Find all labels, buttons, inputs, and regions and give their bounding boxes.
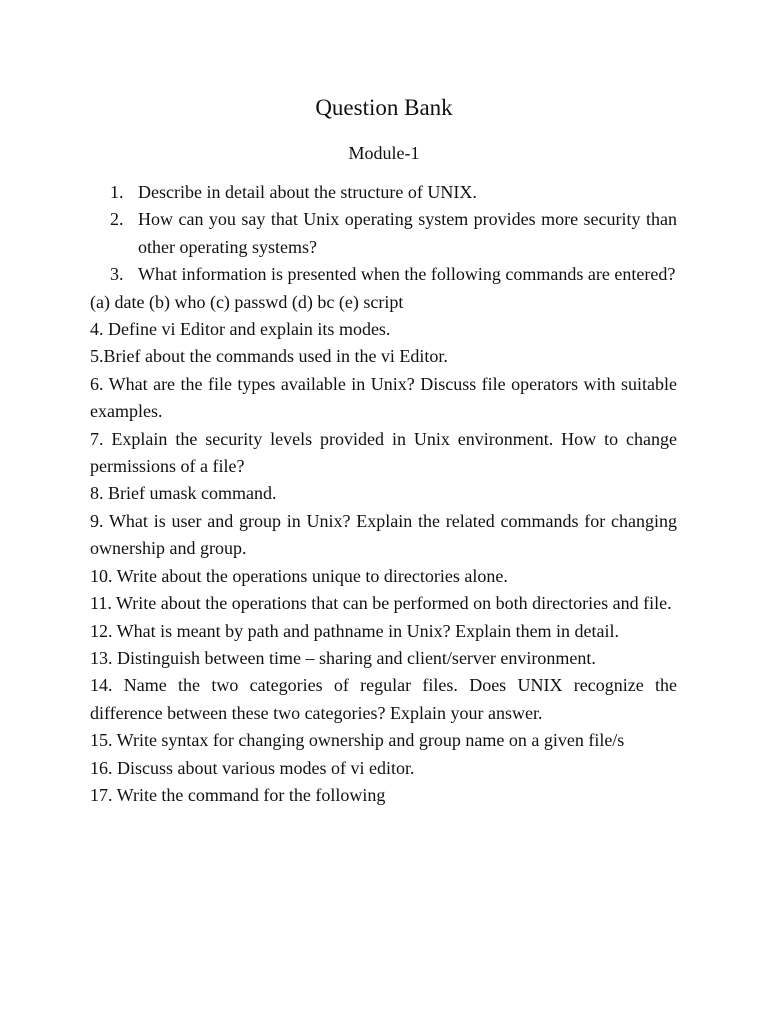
question-paragraph: 7. Explain the security levels provided in Unix environment. How to change permissions of a file?	[90, 428, 677, 477]
list-item-text: How can you say that Unix operating system provides more security than other operating systems?	[138, 209, 677, 257]
question-paragraph: 15. Write syntax for changing ownership and group name on a given file/s	[90, 730, 625, 751]
list-item-number: 3.	[110, 264, 124, 285]
numbered-question-list	[90, 179, 677, 289]
question-paragraph: 13. Distinguish between time – sharing and client/server environment.	[90, 647, 596, 668]
list-item-number: 1.	[110, 182, 124, 202]
question-paragraph: 5.Brief about the commands used in the vi Editor.	[90, 346, 448, 367]
question-paragraph: 17. Write the command for the following	[90, 784, 386, 805]
list-item-text: What information is presented when the following commands are entered?	[138, 264, 676, 285]
question-paragraph: 14. Name the two categories of regular files. Does UNIX recognize the difference between these two categories? Explain your answer.	[90, 675, 677, 723]
list-item-number: 2.	[110, 209, 124, 230]
question-paragraph: 8. Brief umask command.	[90, 483, 277, 504]
question-content	[90, 179, 677, 809]
module-subtitle: Module-1	[348, 143, 420, 163]
page-title: Question Bank	[315, 95, 453, 120]
question-paragraph: 4. Define vi Editor and explain its modes.	[90, 319, 391, 340]
question-paragraph: 11. Write about the operations that can be performed on both directories and file.	[90, 593, 672, 614]
question-paragraph: 16. Discuss about various modes of vi editor.	[90, 757, 415, 778]
question-paragraph: 6. What are the file types available in Unix? Discuss file operators with suitable examples.	[90, 373, 677, 422]
question-paragraph: (a) date (b) who (c) passwd (d) bc (e) script	[90, 291, 404, 312]
list-item-text: Describe in detail about the structure of UNIX.	[138, 182, 477, 202]
question-paragraph: 10. Write about the operations unique to directories alone.	[90, 565, 508, 586]
question-paragraph: 9. What is user and group in Unix? Explain the related commands for changing ownership and group.	[90, 510, 677, 559]
list-item	[90, 179, 677, 206]
list-item	[90, 261, 677, 288]
question-paragraph: 12. What is meant by path and pathname in Unix? Explain them in detail.	[90, 620, 620, 641]
list-item	[90, 206, 677, 261]
